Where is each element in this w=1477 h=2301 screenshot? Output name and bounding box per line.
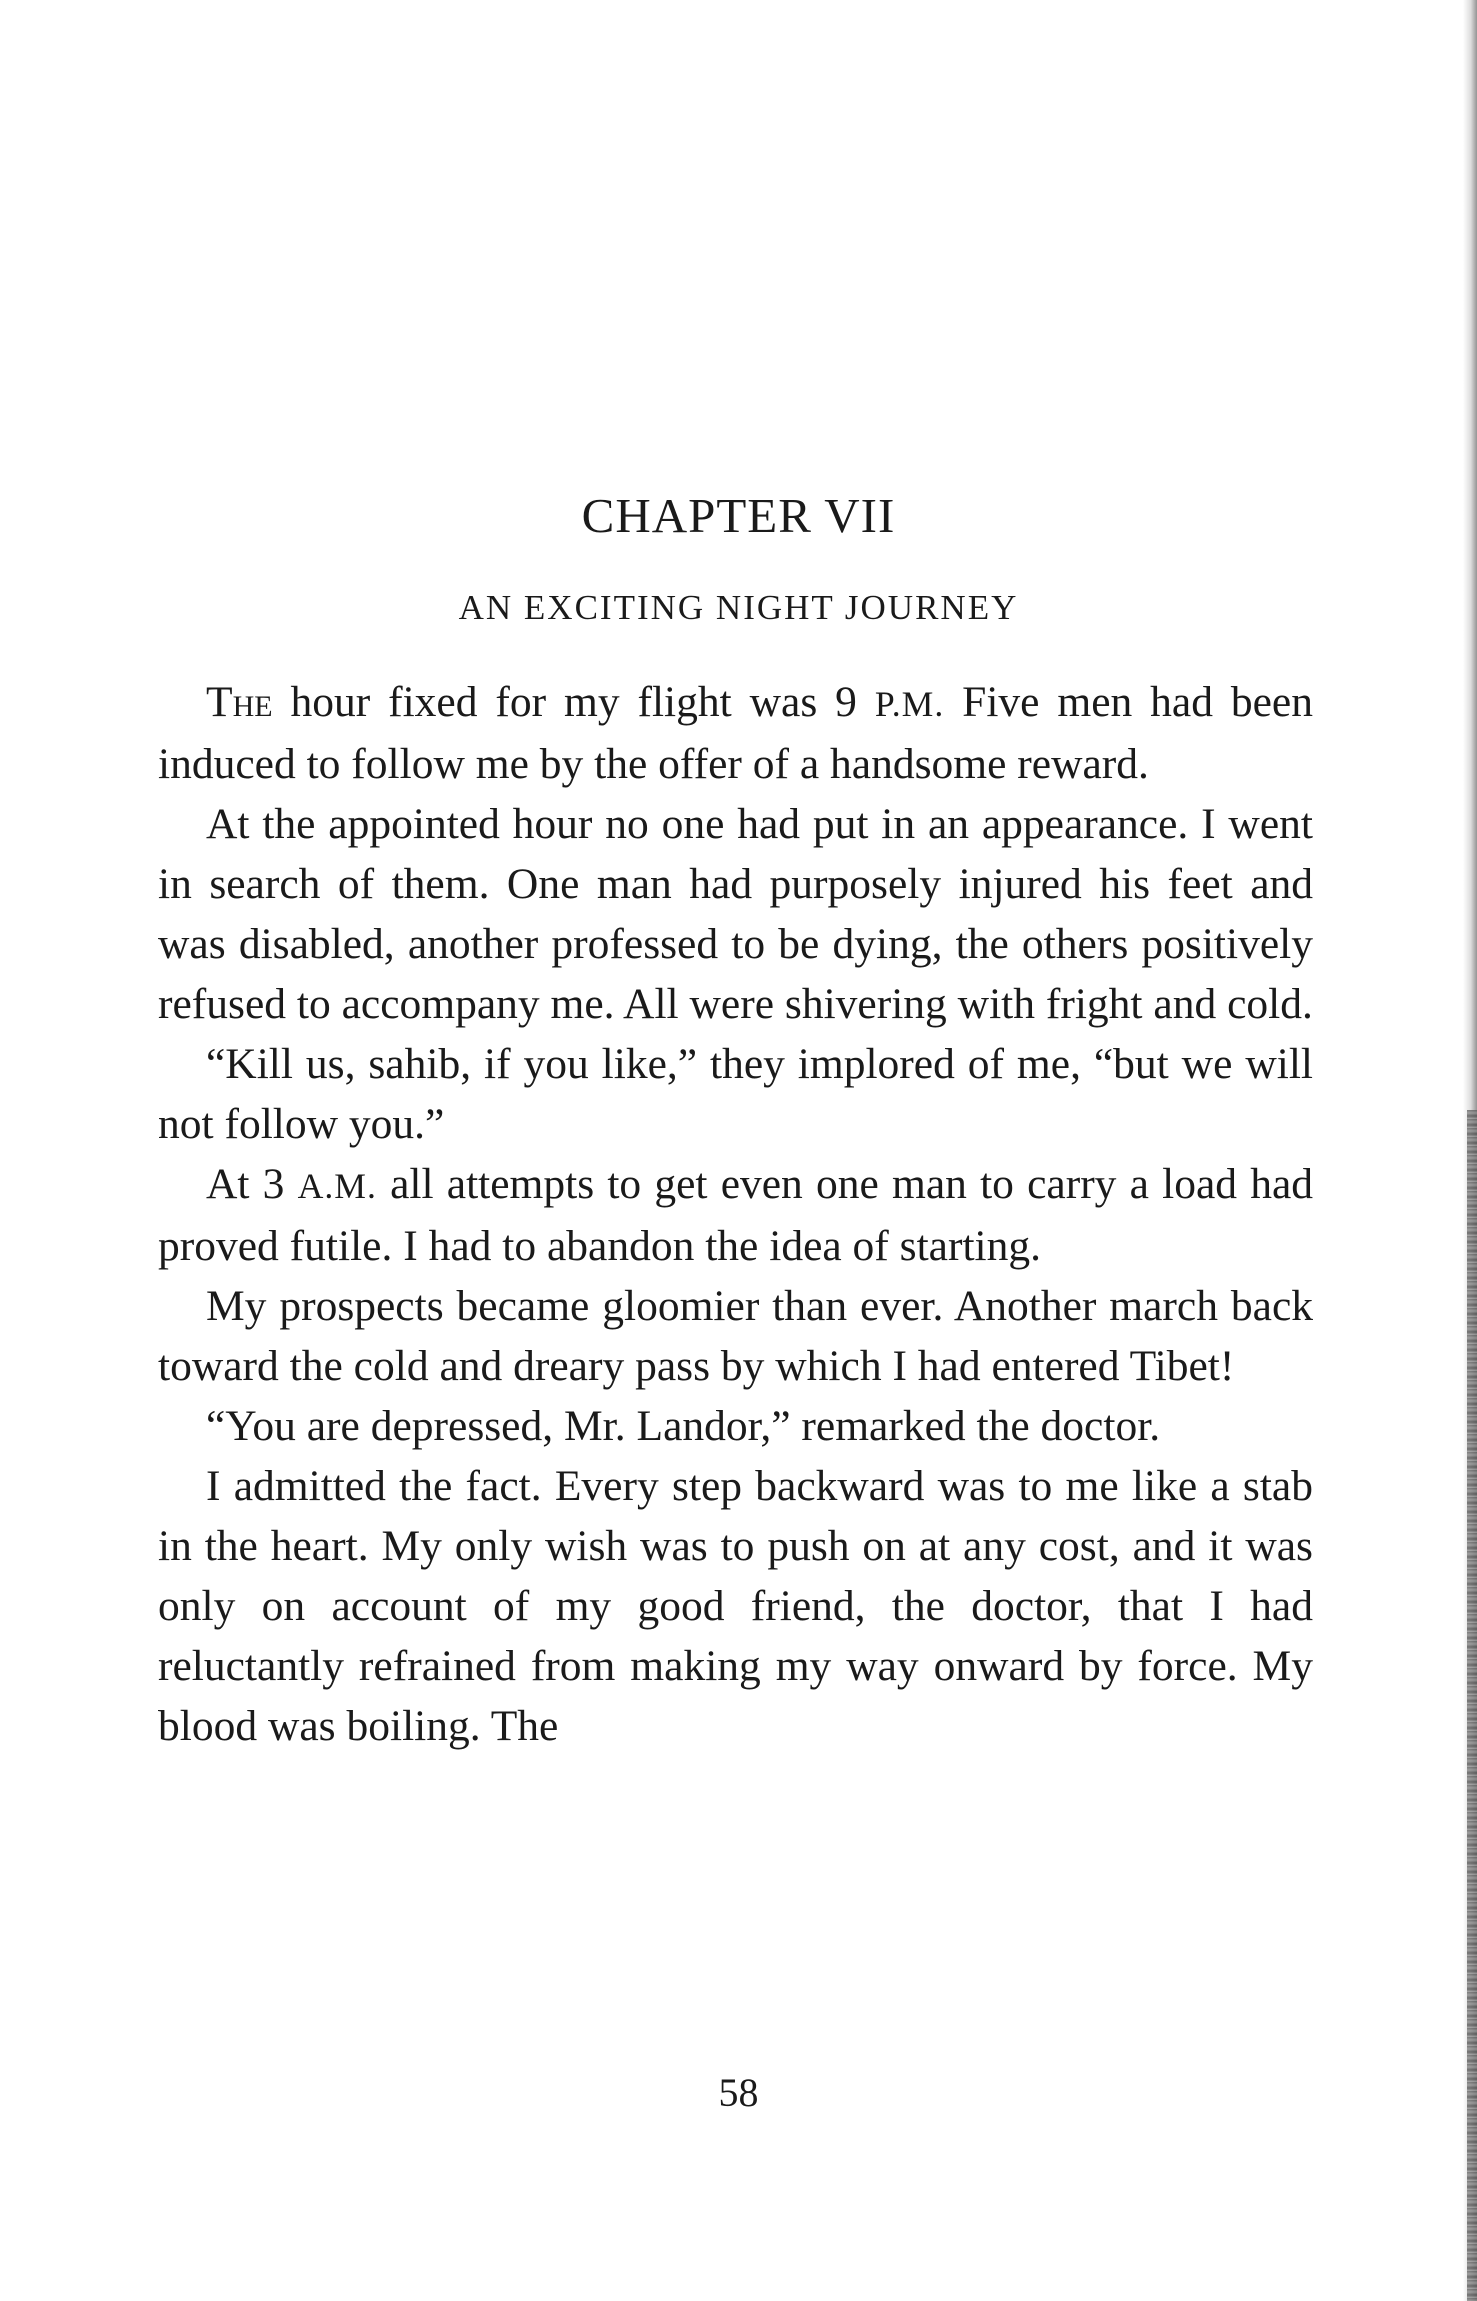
paragraph: “Kill us, sahib, if you like,” they implored of me, “but we will not follow you.” xyxy=(158,1040,1313,1148)
paragraph: I admitted the fact. Every step backward was to me like a stab in the heart. My only wish was to push on at any cost, and it was only on account of my good friend, the doctor, that I had reluctantly refrained from making my way onward by force. My blood was boiling. The xyxy=(158,1462,1313,1750)
opening-word: The xyxy=(206,678,273,726)
time-abbreviation: P.M. xyxy=(874,684,945,724)
paragraph-text: At 3 xyxy=(206,1160,298,1208)
paragraph-text: hour fixed for my flight was 9 xyxy=(272,678,875,726)
chapter-number: CHAPTER VII xyxy=(581,488,896,543)
paragraph: My prospects became gloomier than ever. Another march back toward the cold and dreary pass by which I had entered Tibet! xyxy=(158,1282,1313,1390)
paragraph-text: Five men had been induced to follow me by the offer of a handsome reward. xyxy=(158,678,1313,788)
page-edge-texture xyxy=(1467,1110,1477,2301)
paragraph xyxy=(158,1154,1313,1276)
paragraph xyxy=(158,672,1313,794)
paragraph: “You are depressed, Mr. Landor,” remarked the doctor. xyxy=(206,1402,1161,1450)
time-abbreviation: A.M. xyxy=(297,1166,377,1206)
body-text xyxy=(158,672,1313,1756)
paragraph-text: all attempts to get even one man to carry a load had proved futile. I had to abandon the idea of starting. xyxy=(158,1160,1313,1270)
page-number: 58 xyxy=(718,2070,759,2115)
paragraph: At the appointed hour no one had put in an appearance. I went in search of them. One man had purposely injured his feet and was disabled, another professed to be dying, the others positively refused to accompany me. All were shivering with fright and cold. xyxy=(158,800,1313,1028)
chapter-title: AN EXCITING NIGHT JOURNEY xyxy=(458,588,1019,627)
